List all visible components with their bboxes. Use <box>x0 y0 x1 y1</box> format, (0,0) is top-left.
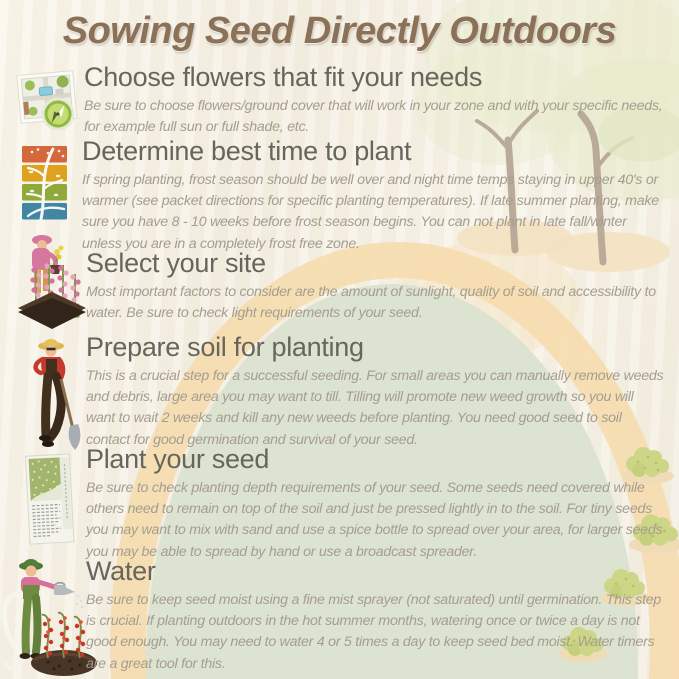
step-2 <box>82 137 668 255</box>
four-seasons-tree-icon <box>22 146 67 220</box>
step-2-body: If spring planting, frost season should be well over and night time temps staying in upper 40's or warmer (see packet directions for specific planting temperatures). If late summer planting, make sure you have 8 - 10 weeks before frost season begins. You can not plant in late fall/winter unless you are in a completely frost free zone. <box>82 171 659 252</box>
gardener-flower-planter-icon <box>12 232 92 331</box>
step-5-body: Be sure to check planting depth requirements of your seed. Some seeds need covered while others need to remain on top of the soil and just be pressed lightly in to the soil. For tiny seeds you may want to mix with sand and use a spice bottle to spread over your area, for larger seeds you may be able to spread by hand or use a broadcast spreader. <box>86 479 663 560</box>
step-1-body: Be sure to choose flowers/ground cover that will work in your zone and with your specific needs, for example full sun or full shade, etc. <box>84 97 663 135</box>
step-3 <box>86 249 666 324</box>
step-1-heading: Choose flowers that fit your needs <box>84 62 483 92</box>
step-6 <box>86 557 670 675</box>
step-3-heading: Select your site <box>86 248 266 278</box>
seed-packet-icon <box>22 453 78 557</box>
step-6-heading: Water <box>86 556 156 586</box>
page-title: Sowing Seed Directly Outdoors <box>62 10 617 52</box>
step-3-body: Most important factors to consider are the amount of sunlight, quality of soil and accessibility to water. Be sure to check light requirements of your seed. <box>86 283 656 321</box>
step-1 <box>84 63 666 138</box>
step-4-heading: Prepare soil for planting <box>86 332 364 362</box>
step-5 <box>86 445 670 563</box>
step-4 <box>86 333 666 451</box>
garden-plan-compass-icon <box>12 66 82 134</box>
gardener-shovel-icon <box>20 337 84 451</box>
step-2-heading: Determine best time to plant <box>82 136 412 166</box>
step-4-body: This is a crucial step for a successful seeding. For small areas you can manually remove weeds and debris, large area you may want to till. Tilling will promote new weed growth so you will want to wait 2 weeks and kill any new weeds before planting. You need good seed to soil contact for good germination and survival of your seed. <box>86 367 664 448</box>
step-6-body: Be sure to keep seed moist using a fine mist sprayer (not saturated) until germination. This step is crucial. If planting outdoors in the hot summer months, watering once or twice a day is not good enough. You may need to water 4 or 5 times a day to keep seed bed moist. Water timers are a great tool for this. <box>86 591 662 672</box>
step-5-heading: Plant your seed <box>86 444 270 474</box>
